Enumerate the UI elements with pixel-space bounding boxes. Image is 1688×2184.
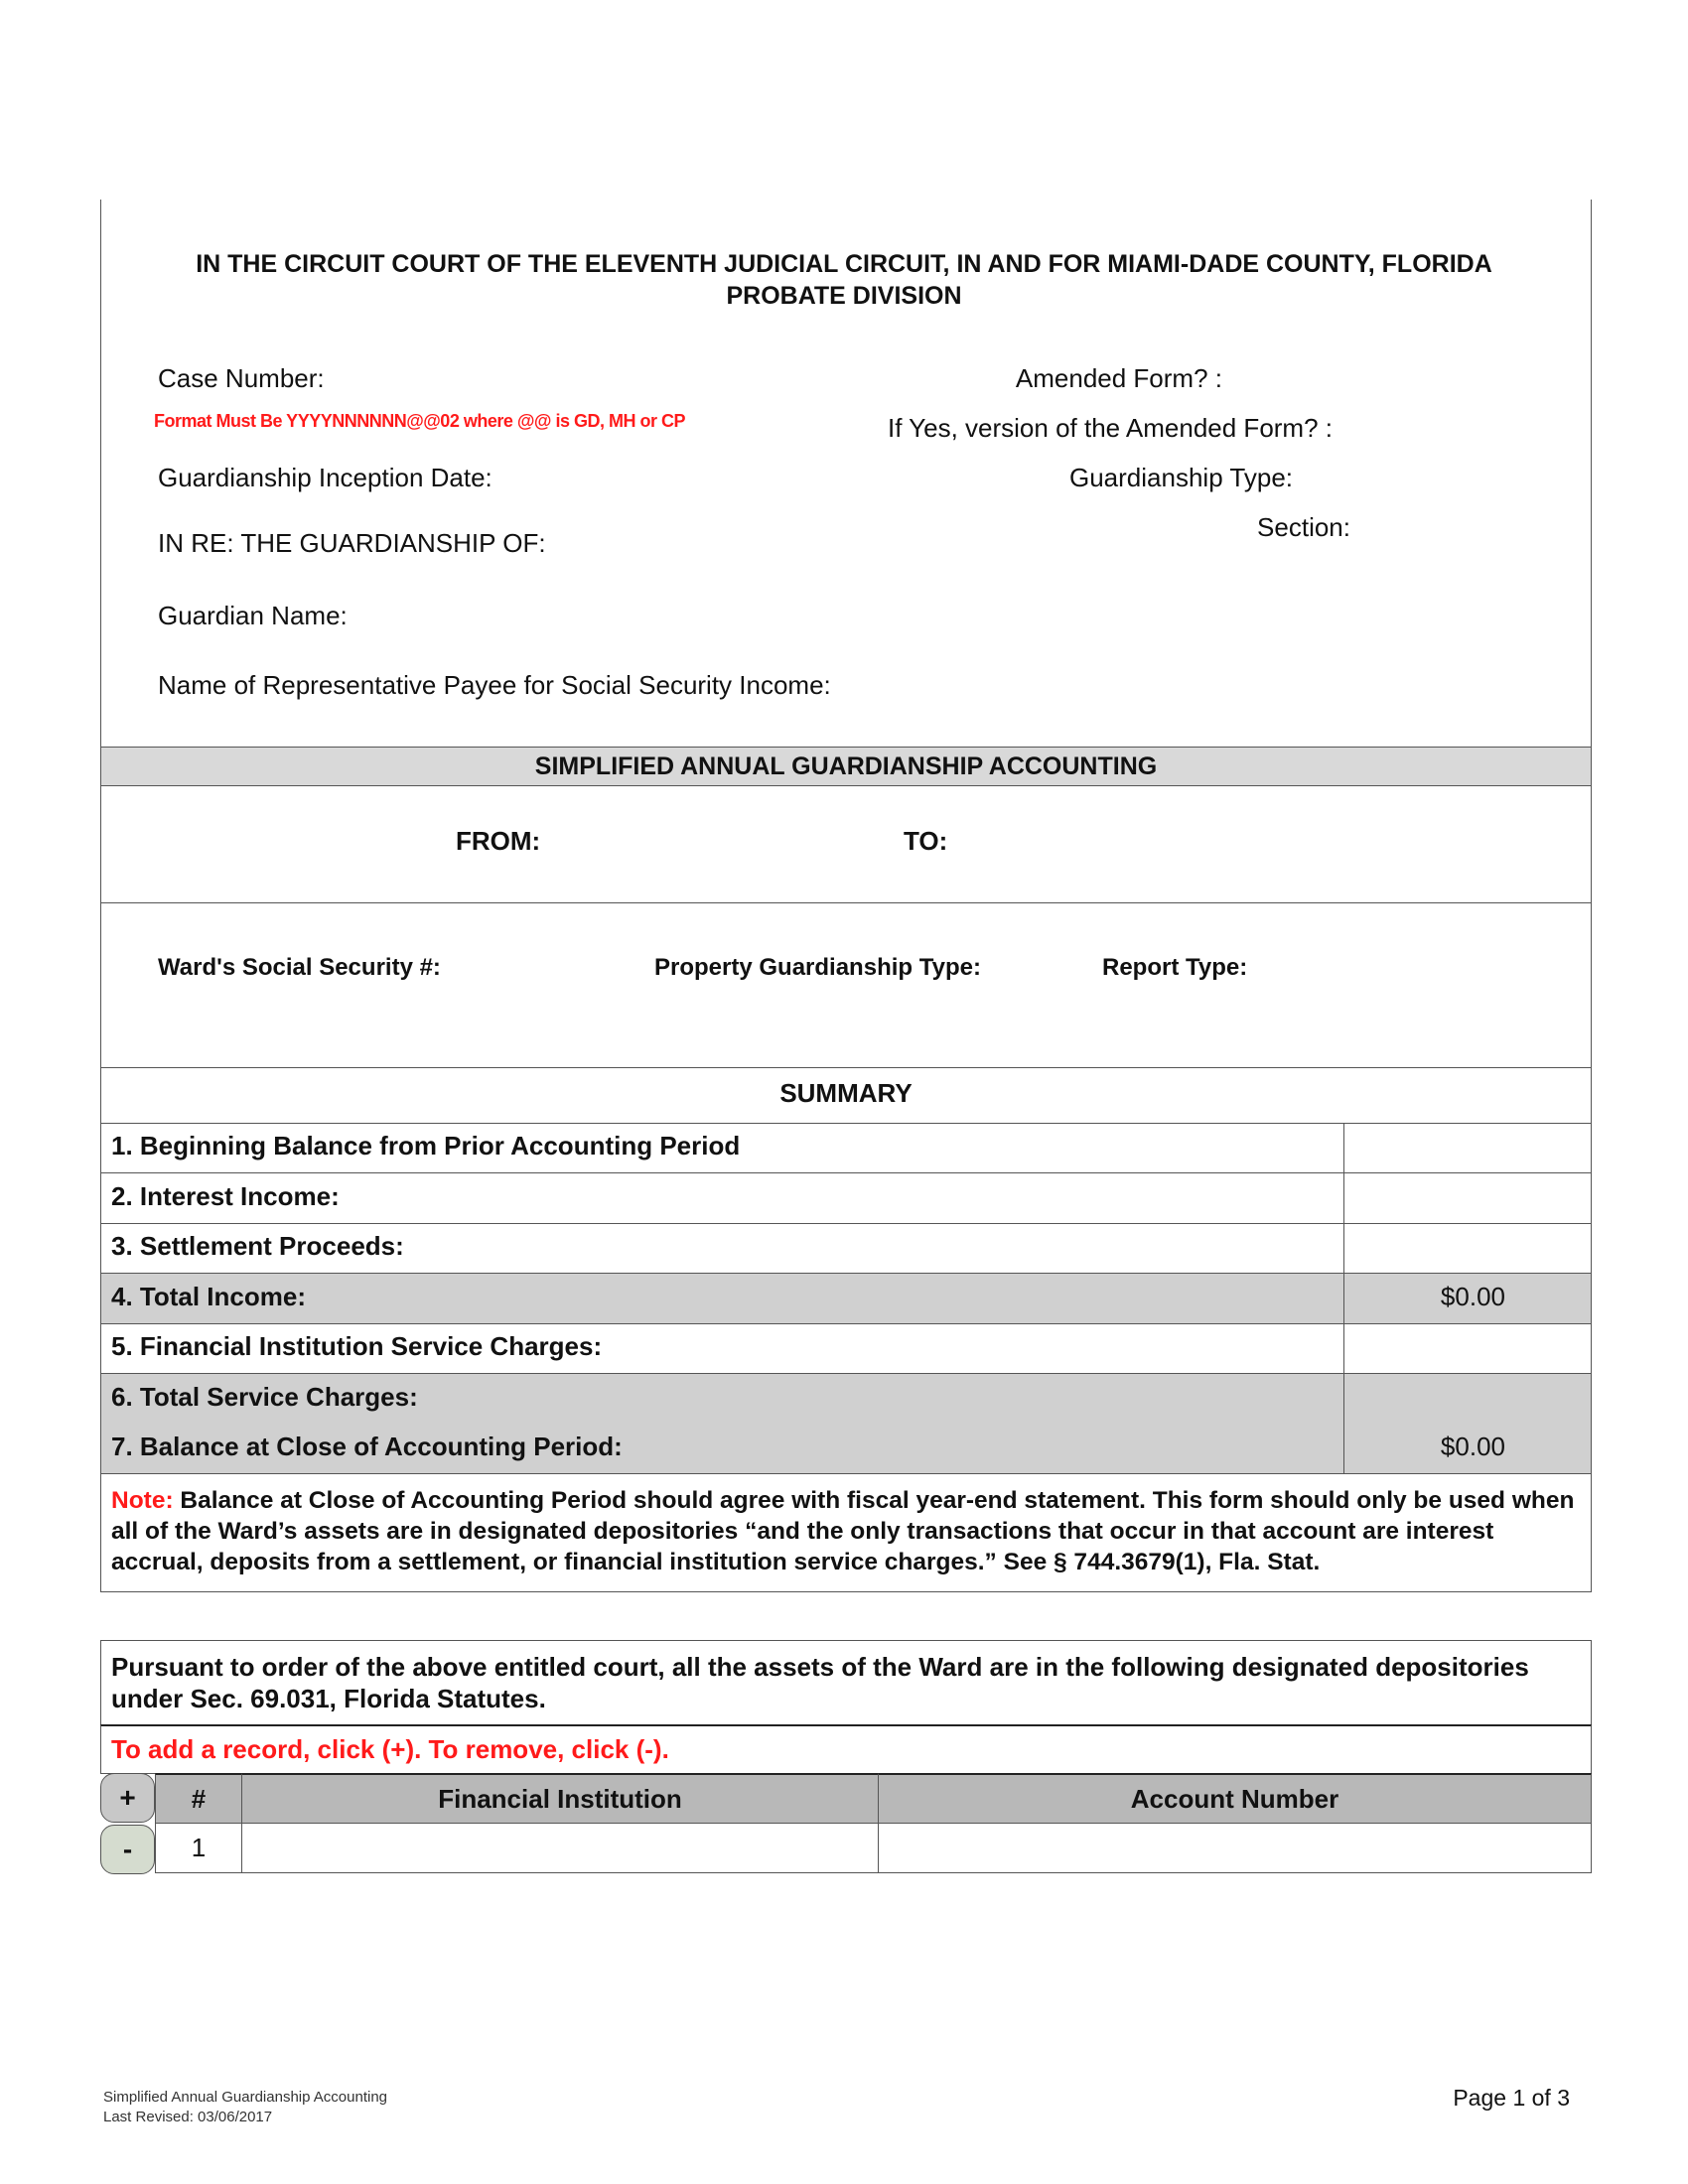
summary-row-value: $0.00 <box>1344 1274 1591 1323</box>
note-text: Balance at Close of Accounting Period should agree with fiscal year-end statement. This form should only be used when all of the Ward’s assets are in designated depositories “and the only transactions that occur in that account are interest accrual, deposits from a settlement, or financial institution service charges.” See § 744.3679(1), Fla. Stat. <box>111 1487 1575 1575</box>
form-banner: SIMPLIFIED ANNUAL GUARDIANSHIP ACCOUNTING <box>100 747 1592 786</box>
section-label: Section: <box>1257 512 1350 542</box>
depositories-statement: Pursuant to order of the above entitled court, all the assets of the Ward are in the following designated depositories under Sec. 69.031, Florida Statutes. <box>100 1640 1592 1725</box>
report-type-label: Report Type: <box>1102 954 1248 981</box>
guardianship-type-label: Guardianship Type: <box>1069 463 1293 492</box>
ssn-label: Ward's Social Security #: <box>158 954 441 981</box>
summary-row-label: 6. Total Service Charges: <box>101 1374 1344 1424</box>
summary-row <box>100 1123 1592 1173</box>
account-number-input[interactable] <box>878 1823 1592 1873</box>
remove-record-button[interactable]: - <box>100 1825 155 1874</box>
summary-row <box>100 1274 1592 1324</box>
summary-row-value[interactable] <box>1344 1223 1591 1273</box>
row-number: 1 <box>155 1823 242 1873</box>
in-re-label: IN RE: THE GUARDIANSHIP OF: <box>158 528 546 558</box>
case-number-label: Case Number: <box>158 363 325 393</box>
amended-form-label: Amended Form? : <box>1015 363 1222 393</box>
add-remove-instruction: To add a record, click (+). To remove, click (-). <box>100 1724 1592 1774</box>
summary-row-value[interactable] <box>1344 1173 1591 1223</box>
to-label: TO: <box>904 826 948 856</box>
summary-row <box>100 1424 1592 1474</box>
guardian-name-label: Guardian Name: <box>158 601 348 630</box>
summary-row-value: $0.00 <box>1344 1424 1591 1473</box>
info-section <box>100 902 1592 1068</box>
add-record-button[interactable]: + <box>100 1773 155 1823</box>
summary-row <box>100 1323 1592 1374</box>
col-header-account: Account Number <box>878 1773 1592 1824</box>
col-header-number: # <box>155 1773 242 1824</box>
footer-title: Simplified Annual Guardianship Accounting <box>103 2089 388 2106</box>
summary-row <box>100 1223 1592 1274</box>
summary-row-value[interactable] <box>1344 1123 1591 1172</box>
summary-row-label: 1. Beginning Balance from Prior Accounting Period <box>101 1123 1344 1172</box>
institution-input[interactable] <box>241 1823 879 1873</box>
page-number: Page 1 of 3 <box>1453 2085 1570 2111</box>
summary-row-label: 5. Financial Institution Service Charges: <box>101 1323 1344 1373</box>
summary-row-value[interactable] <box>1344 1323 1591 1373</box>
summary-row-label: 4. Total Income: <box>101 1274 1344 1323</box>
division-title: PROBATE DIVISION <box>726 282 962 310</box>
summary-row <box>100 1374 1592 1425</box>
rep-payee-label: Name of Representative Payee for Social Security Income: <box>158 670 831 700</box>
period-section <box>100 785 1592 903</box>
summary-row <box>100 1173 1592 1224</box>
summary-row-label: 2. Interest Income: <box>101 1173 1344 1223</box>
note-label: Note: <box>111 1487 174 1514</box>
case-format-hint: Format Must Be YYYYNNNNNN@@02 where @@ is GD, MH or CP <box>154 411 685 431</box>
property-type-label: Property Guardianship Type: <box>654 954 981 981</box>
summary-row-label: 7. Balance at Close of Accounting Period: <box>101 1424 1344 1473</box>
summary-row-value <box>1344 1374 1591 1424</box>
footer-revised: Last Revised: 03/06/2017 <box>103 2109 273 2125</box>
summary-row-label: 3. Settlement Proceeds: <box>101 1223 1344 1273</box>
summary-title: SUMMARY <box>100 1067 1592 1124</box>
note-box <box>100 1473 1592 1592</box>
amended-version-label: If Yes, version of the Amended Form? : <box>887 413 1333 443</box>
from-label: FROM: <box>456 826 541 856</box>
court-title: IN THE CIRCUIT COURT OF THE ELEVENTH JUDICIAL CIRCUIT, IN AND FOR MIAMI-DADE COUNTY, FLORIDA <box>196 250 1492 278</box>
inception-date-label: Guardianship Inception Date: <box>158 463 492 492</box>
col-header-institution: Financial Institution <box>241 1773 879 1824</box>
